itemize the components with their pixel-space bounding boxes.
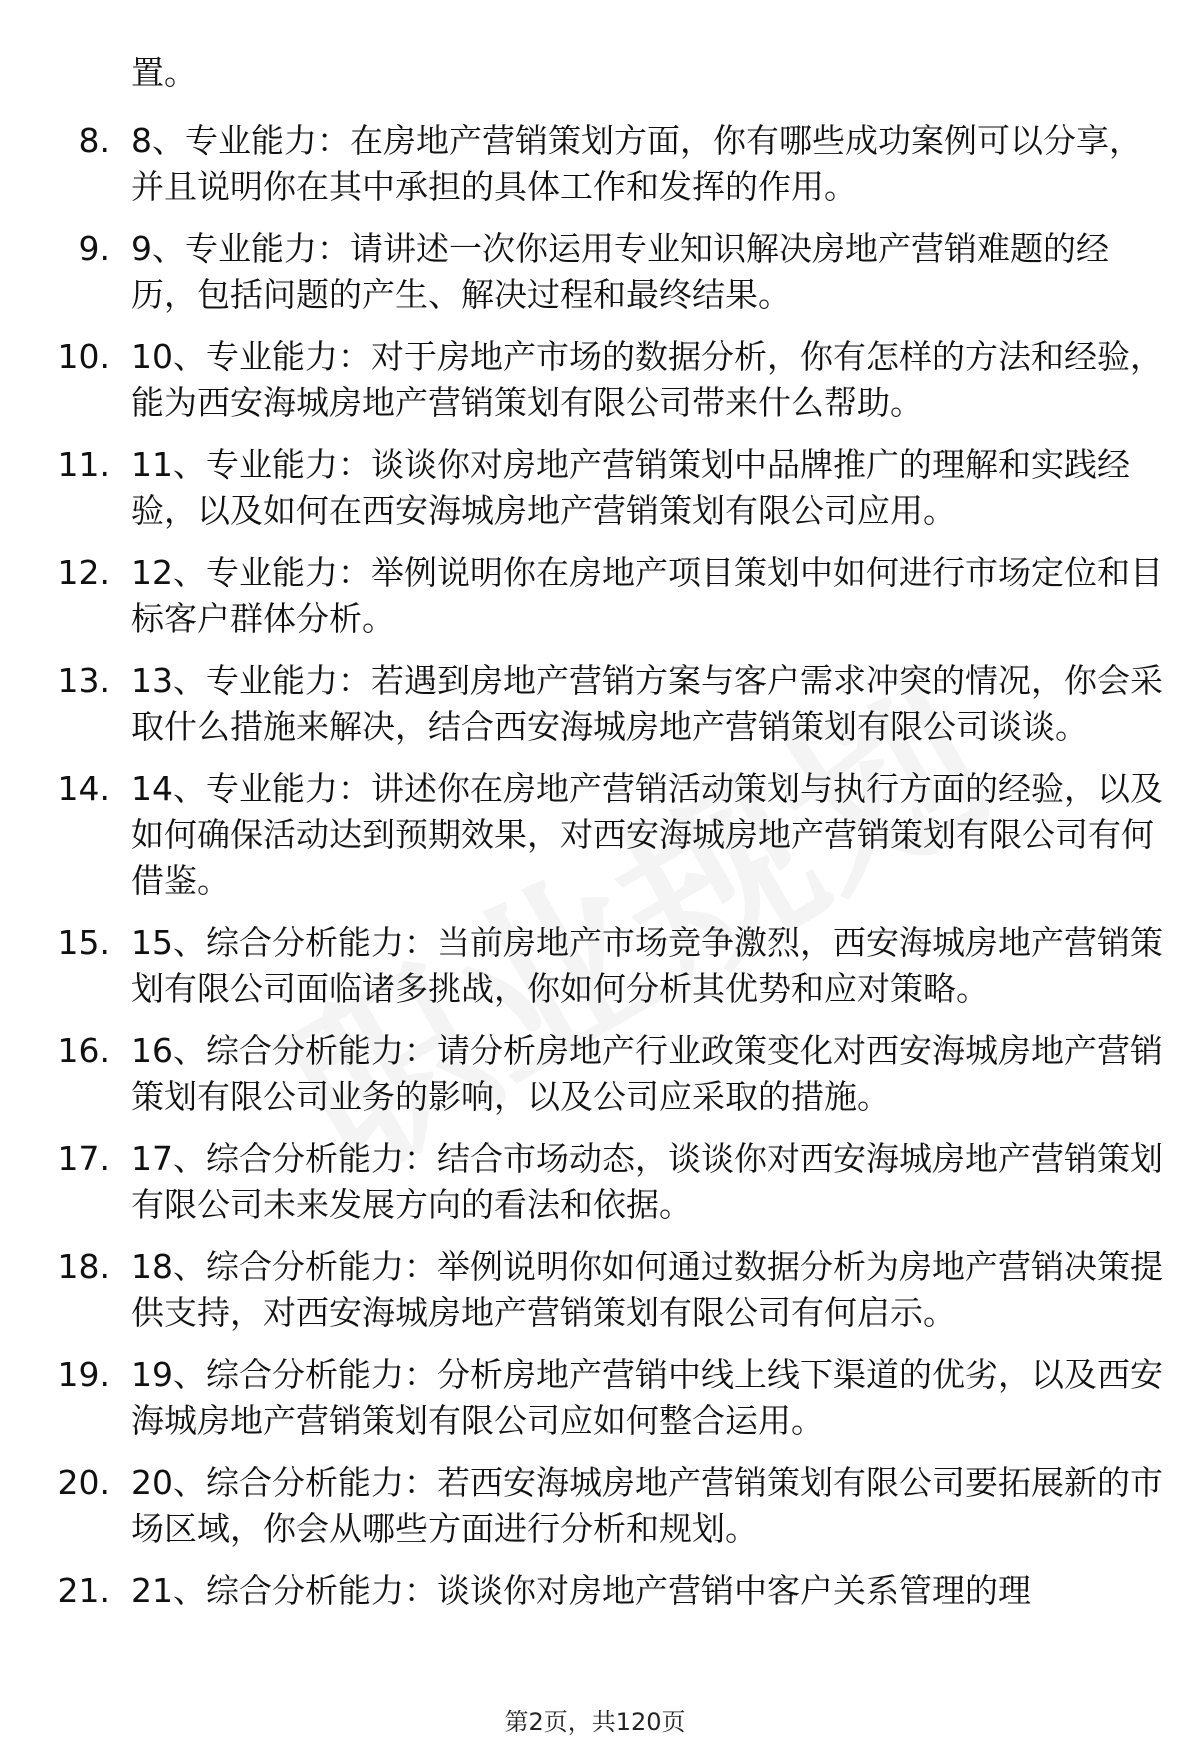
item-number: 11.	[57, 445, 110, 484]
item-text: 9、专业能力：请讲述一次你运用专业知识解决房地产营销难题的经历，包括问题的产生、解决过程和最终结果。	[131, 229, 1109, 314]
item-text: 21、综合分析能力：谈谈你对房地产营销中客户关系管理的理	[131, 1571, 1031, 1610]
list-item	[0, 766, 1190, 904]
item-text: 10、专业能力：对于房地产市场的数据分析，你有怎样的方法和经验，能为西安海城房地产营销策划有限公司带来什么帮助。	[131, 337, 1163, 422]
item-number: 20.	[57, 1463, 110, 1502]
list-item	[0, 550, 1190, 642]
item-number: 17.	[57, 1139, 110, 1178]
item-number: 8.	[78, 121, 110, 160]
item-number: 12.	[57, 553, 110, 592]
list-item	[0, 920, 1190, 1012]
question-list	[0, 118, 1190, 1630]
list-item	[0, 118, 1190, 210]
list-item	[0, 1028, 1190, 1120]
item-text: 14、专业能力：讲述你在房地产营销活动策划与执行方面的经验，以及如何确保活动达到预期效果，对西安海城房地产营销策划有限公司有何借鉴。	[131, 769, 1163, 900]
list-item	[0, 1244, 1190, 1336]
item-number: 14.	[57, 769, 110, 808]
item-text: 8、专业能力：在房地产营销策划方面，你有哪些成功案例可以分享，并且说明你在其中承担的具体工作和发挥的作用。	[131, 121, 1142, 206]
item-text: 17、综合分析能力：结合市场动态，谈谈你对西安海城房地产营销策划有限公司未来发展方向的看法和依据。	[131, 1139, 1163, 1224]
list-item	[0, 1568, 1190, 1614]
list-item	[0, 1460, 1190, 1552]
item-number: 10.	[57, 337, 110, 376]
item-number: 18.	[57, 1247, 110, 1286]
item-number: 21.	[57, 1571, 110, 1610]
item-number: 15.	[57, 923, 110, 962]
list-item	[0, 334, 1190, 426]
list-item	[0, 1136, 1190, 1228]
item-number: 13.	[57, 661, 110, 700]
item-text: 13、专业能力：若遇到房地产营销方案与客户需求冲突的情况，你会采取什么措施来解决，结合西安海城房地产营销策划有限公司谈谈。	[131, 661, 1163, 746]
page-footer: 第2页，共120页	[504, 1708, 686, 1736]
item-text: 12、专业能力：举例说明你在房地产项目策划中如何进行市场定位和目标客户群体分析。	[131, 553, 1163, 638]
item-number: 9.	[78, 229, 110, 268]
item-text: 18、综合分析能力：举例说明你如何通过数据分析为房地产营销决策提供支持，对西安海城房地产营销策划有限公司有何启示。	[131, 1247, 1163, 1332]
list-item	[0, 442, 1190, 534]
continuation-text: 置。	[131, 53, 197, 92]
item-text: 15、综合分析能力：当前房地产市场竞争激烈，西安海城房地产营销策划有限公司面临诸多挑战，你如何分析其优势和应对策略。	[131, 923, 1163, 1008]
item-text: 16、综合分析能力：请分析房地产行业政策变化对西安海城房地产营销策划有限公司业务的影响，以及公司应采取的措施。	[131, 1031, 1163, 1116]
item-number: 19.	[57, 1355, 110, 1394]
list-item	[0, 226, 1190, 318]
item-text: 19、综合分析能力：分析房地产营销中线上线下渠道的优劣，以及西安海城房地产营销策划有限公司应如何整合运用。	[131, 1355, 1163, 1440]
item-text: 11、专业能力：谈谈你对房地产营销策划中品牌推广的理解和实践经验，以及如何在西安海城房地产营销策划有限公司应用。	[131, 445, 1130, 530]
item-text: 20、综合分析能力：若西安海城房地产营销策划有限公司要拓展新的市场区域，你会从哪些方面进行分析和规划。	[131, 1463, 1163, 1548]
list-item	[0, 1352, 1190, 1444]
item-number: 16.	[57, 1031, 110, 1070]
list-item	[0, 658, 1190, 750]
